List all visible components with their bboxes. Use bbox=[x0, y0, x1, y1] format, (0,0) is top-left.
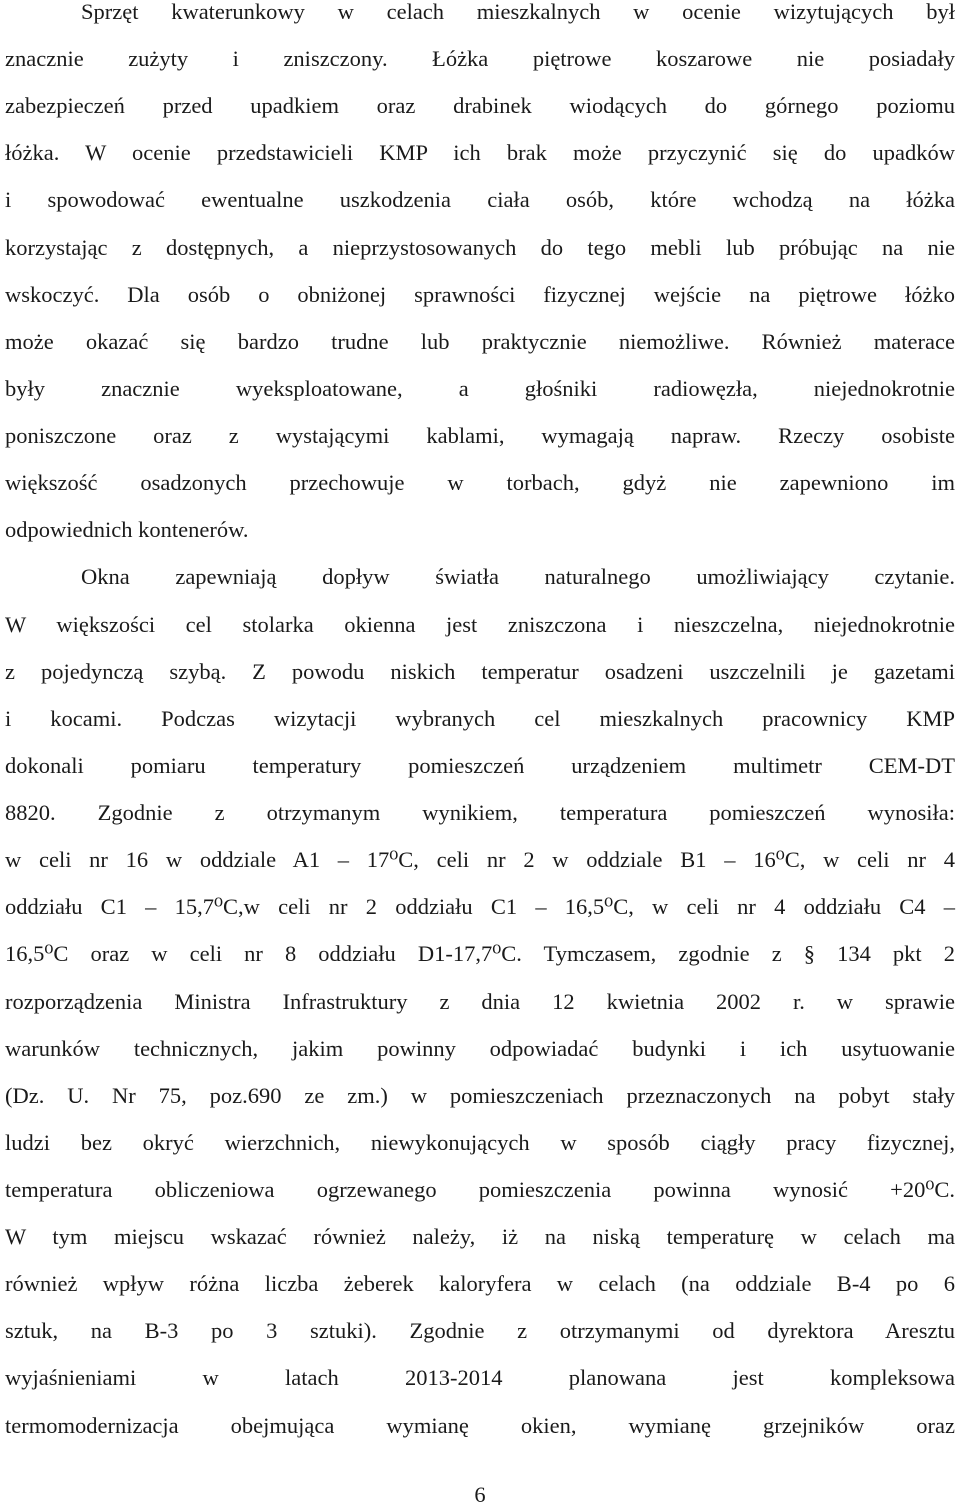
text-line: były znacznie wyeksploatowane, a głośniki radiowęzła, niejednokrotnie bbox=[5, 375, 955, 401]
text-line: (Dz. U. Nr 75, poz.690 ze zm.) w pomieszczeniach przeznaczonych na pobyt stały bbox=[5, 1082, 955, 1108]
text-line: wyjaśnieniami w latach 2013-2014 planowana jest kompleksowa bbox=[5, 1365, 955, 1391]
text-line: z pojedynczą szybą. Z powodu niskich temperatur osadzeni uszczelnili je gazetami bbox=[5, 658, 955, 684]
text-line: łóżka. W ocenie przedstawicieli KMP ich brak może przyczynić się do upadków bbox=[5, 140, 955, 166]
text-line: sztuk, na B-3 po 3 sztuki). Zgodnie z otrzymanymi od dyrektora Aresztu bbox=[5, 1318, 955, 1344]
text-line: termomodernizacja obejmująca wymianę okien, wymianę grzejników oraz bbox=[5, 1412, 955, 1438]
text-line: odpowiednich kontenerów. bbox=[5, 517, 249, 543]
text-line: wskoczyć. Dla osób o obniżonej sprawności fizycznej wejście na piętrowe łóżko bbox=[5, 281, 955, 307]
text-line: dokonali pomiaru temperatury pomieszczeń urządzeniem multimetr CEM-DT bbox=[5, 752, 955, 778]
text-line: i spowodować ewentualne uszkodzenia ciała osób, które wchodzą na łóżka bbox=[5, 187, 955, 213]
text-line: W większości cel stolarka okienna jest zniszczona i nieszczelna, niejednokrotnie bbox=[5, 611, 955, 637]
text-line: rozporządzenia Ministra Infrastruktury z dnia 12 kwietnia 2002 r. w sprawie bbox=[5, 988, 955, 1014]
text-line: korzystając z dostępnych, a nieprzystosowanych do tego mebli lub próbując na nie bbox=[5, 234, 955, 260]
text-line: Okna zapewniają dopływ światła naturalnego umożliwiający czytanie. bbox=[81, 564, 955, 590]
text-line: W tym miejscu wskazać również należy, iż na niską temperaturę w celach ma bbox=[5, 1224, 955, 1250]
text-line: poniszczone oraz z wystającymi kablami, wymagają napraw. Rzeczy osobiste bbox=[5, 423, 955, 449]
text-line: również wpływ różna liczba żeberek kaloryfera w celach (na oddziale B-4 po 6 bbox=[5, 1271, 955, 1297]
page-number: 6 bbox=[474, 1482, 486, 1507]
text-line: temperatura obliczeniowa ogrzewanego pomieszczenia powinna wynosić +20⁰C. bbox=[5, 1177, 955, 1202]
text-line: zabezpieczeń przed upadkiem oraz drabinek wiodących do górnego poziomu bbox=[5, 93, 955, 119]
text-line: i kocami. Podczas wizytacji wybranych cel mieszkalnych pracownicy KMP bbox=[5, 705, 955, 731]
text-line: może okazać się bardzo trudne lub praktycznie niemożliwe. Również materace bbox=[5, 328, 955, 354]
text-line: większość osadzonych przechowuje w torbach, gdyż nie zapewniono im bbox=[5, 470, 955, 496]
text-line: znacznie zużyty i zniszczony. Łóżka piętrowe koszarowe nie posiadały bbox=[5, 46, 955, 72]
text-line: oddziału C1 – 15,7⁰C,w celi nr 2 oddziału C1 – 16,5⁰C, w celi nr 4 oddziału C4 – bbox=[5, 894, 955, 920]
text-line: 8820. Zgodnie z otrzymanym wynikiem, temperatura pomieszczeń wynosiła: bbox=[5, 800, 955, 826]
text-line: w celi nr 16 w oddziale A1 – 17⁰C, celi nr 2 w oddziale B1 – 16⁰C, w celi nr 4 bbox=[5, 847, 955, 873]
text-line: warunków technicznych, jakim powinny odpowiadać budynki i ich usytuowanie bbox=[5, 1035, 955, 1061]
text-line: ludzi bez okryć wierzchnich, niewykonujących w sposób ciągły pracy fizycznej, bbox=[5, 1129, 955, 1155]
text-line: 16,5⁰C oraz w celi nr 8 oddziału D1-17,7⁰C. Tymczasem, zgodnie z § 134 pkt 2 bbox=[5, 941, 955, 967]
text-line: Sprzęt kwaterunkowy w celach mieszkalnych w ocenie wizytujących był bbox=[81, 0, 955, 24]
